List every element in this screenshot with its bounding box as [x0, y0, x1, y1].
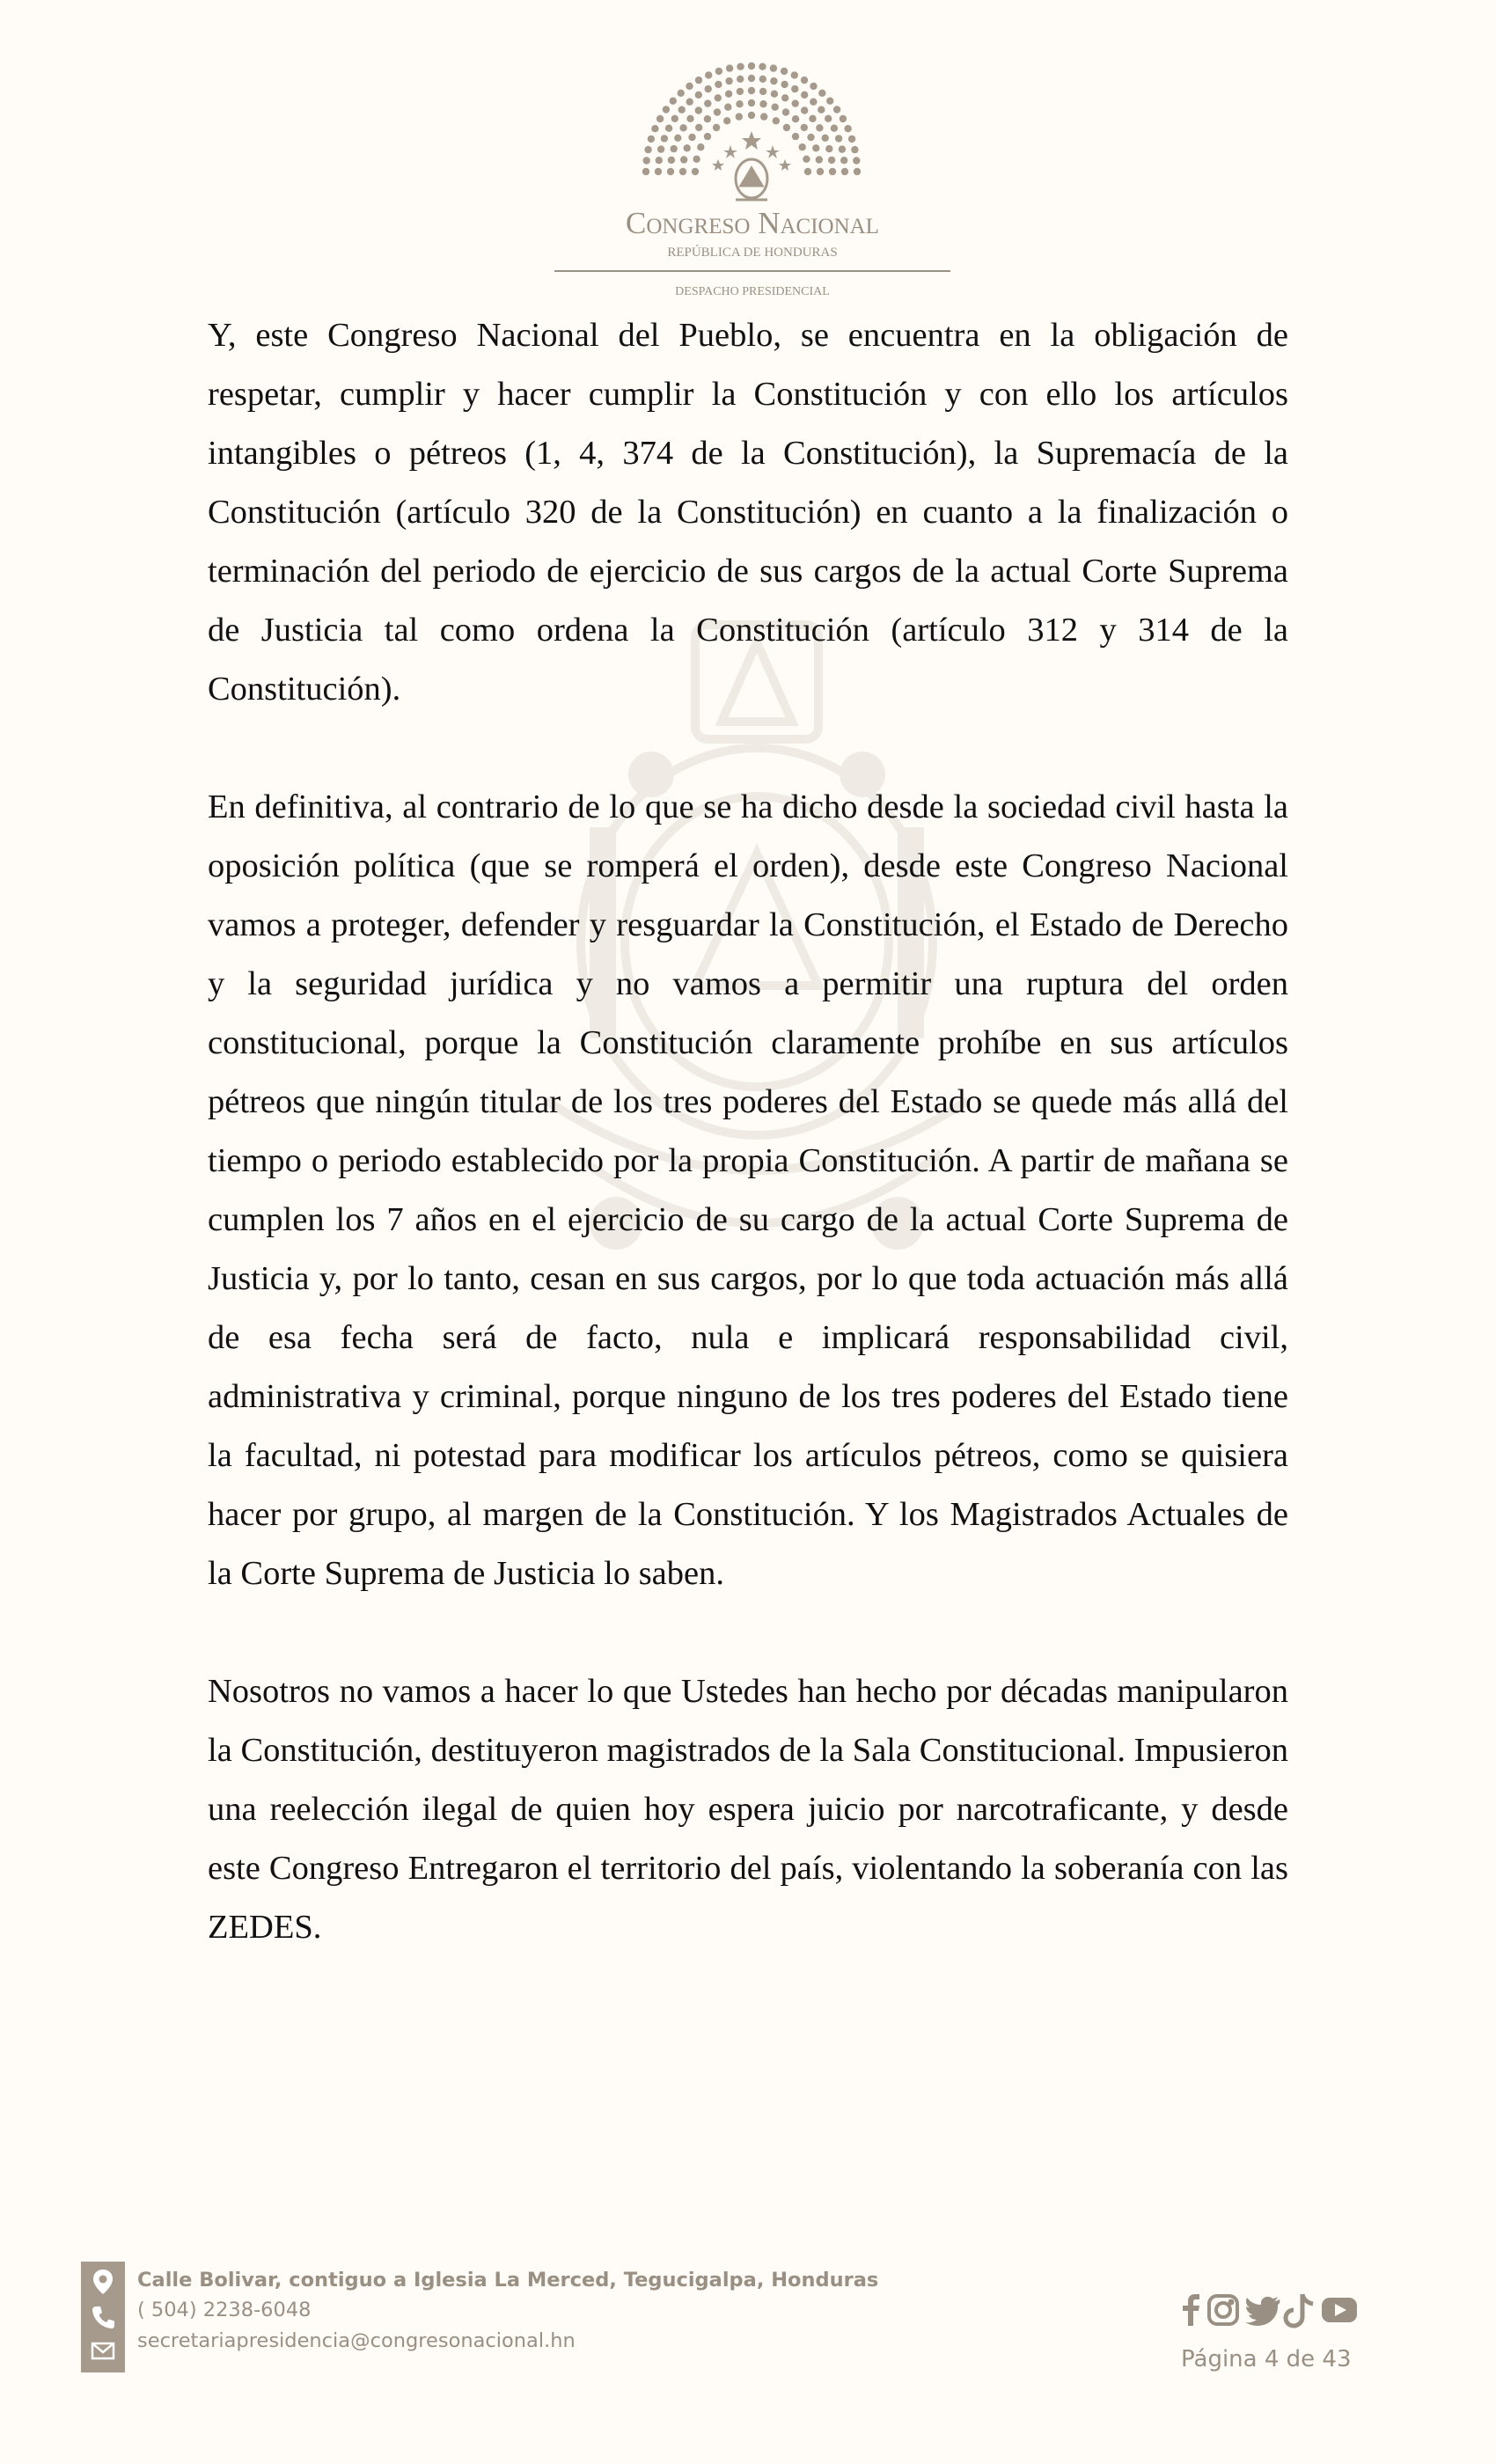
seat-dot [801, 77, 808, 84]
seat-dot [695, 124, 702, 131]
seat-dot [809, 115, 816, 122]
seat-dot [643, 157, 650, 164]
seat-dot [713, 124, 720, 131]
seat-dot [704, 99, 711, 106]
footer-phone[interactable]: ( 504) 2238-6048 [137, 2299, 312, 2321]
seat-dot [783, 124, 790, 131]
seat-dot [665, 125, 672, 132]
footer-address: Calle Bolivar, contiguo a Iglesia La Merced, Tegucigalpa, Honduras [137, 2269, 879, 2292]
phone-icon [88, 2302, 118, 2332]
seat-dot [818, 106, 825, 114]
seat-dot [661, 135, 668, 142]
seat-dot [771, 91, 778, 98]
seat-dot [839, 145, 846, 152]
seat-dot [680, 156, 687, 163]
seat-dot [715, 68, 722, 75]
seat-dot [828, 157, 835, 164]
seat-dot [853, 157, 860, 164]
seat-dot [804, 168, 811, 175]
paragraph-2: En definitiva, al contrario de lo que se ha dicho desde la sociedad civil hasta la oposición política (que se romperá el orden), desde este Congreso Nacional vamos a proteger, defender y resguardar la Constitución, el Estado de Derecho y la seguridad jurídica y no vamos a permitir una ruptura del orden constitucional, porque la Constitución claramente prohíbe en sus artículos pétreos que ningún titular de los tres poderes del Estado se quede más allá del tiempo o periodo establecido por la propia Constitución. A partir de mañana se cumplen los 7 años en el ejercicio de su cargo de la actual Corte Suprema de Justicia y, por lo tanto, cesan en sus cargos, por lo que toda actuación más allá de esa fecha será de facto, nula e implicará responsabilidad civil, administrativa y criminal, porque ninguno de los tres poderes del Estado tiene la facultad, ni potestad para modificar los artículos pétreos, como se quisiera hacer por grupo, al margen de la Constitución. Y los Magistrados Actuales de la Corte Suprema de Justicia lo saben. [208, 788, 1288, 1592]
seat-dot [840, 157, 847, 164]
seat-dot [715, 94, 722, 101]
seat-dot [781, 81, 788, 88]
seat-dot [667, 168, 674, 175]
seat-dot [822, 135, 829, 142]
seat-dot [656, 115, 664, 122]
seat-dot [668, 157, 675, 164]
seat-dot [737, 63, 744, 70]
seat-dot [782, 108, 789, 115]
seat-dot [803, 156, 810, 163]
seat-dot [686, 115, 693, 122]
seat-dot [770, 64, 777, 71]
seat-dot [692, 168, 699, 175]
seat-dot [854, 168, 861, 175]
seat-dot [770, 77, 777, 84]
seat-dot [724, 104, 731, 111]
seat-dot [714, 108, 721, 115]
seat-dot [737, 76, 744, 83]
seat-dot [759, 100, 766, 107]
seat-dot [736, 100, 743, 107]
seat-dot [679, 124, 686, 131]
coat-of-arms-icon [736, 159, 767, 200]
seat-dot [825, 115, 832, 122]
seat-dot [642, 168, 649, 175]
seat-dot [697, 143, 704, 150]
twitter-icon[interactable] [1245, 2297, 1280, 2326]
seat-dot [816, 124, 823, 131]
seat-dot [748, 87, 755, 94]
seat-dot [801, 124, 808, 131]
seat-dot [781, 68, 788, 75]
seat-dot [812, 144, 819, 151]
seat-dot [684, 144, 691, 151]
seat-dot [851, 146, 858, 153]
seat-dot [674, 135, 681, 142]
seat-dot [791, 85, 798, 92]
seat-dot [725, 91, 732, 98]
seat-dot [773, 117, 780, 124]
paragraph-1: Y, este Congreso Nacional del Pueblo, se encuentra en la obligación de respetar, cumplir y hacer cumplir la Constitución y con ello los artículos intangibles o pétreos (1, 4, 374 de la Constitución), la Supremacía de la Constitución (artículo 320 de la Constitución) en cuanto a la finalización o terminación del periodo de ejercicio de sus cargos de la actual Corte Suprema de Justicia tal como ordena la Constitución (artículo 312 y 314 de la Constitución). [208, 317, 1288, 708]
seat-dot [705, 85, 712, 92]
seat-dot [835, 135, 842, 142]
seat-dot [792, 115, 799, 122]
seat-dot [695, 77, 702, 84]
seat-dot [705, 71, 712, 78]
seat-dot [759, 88, 766, 95]
org-name: Congreso Nacional [626, 206, 879, 240]
seat-dot [841, 168, 848, 175]
page-number: Página 4 de 43 [1181, 2346, 1352, 2372]
seat-dot [810, 99, 817, 106]
social-icons [1176, 2291, 1378, 2329]
seat-dot [748, 112, 755, 119]
seat-dot [792, 99, 799, 106]
seat-dot [807, 134, 814, 141]
seat-dot [693, 156, 700, 163]
seat-dot [817, 168, 824, 175]
seat-dot [715, 81, 722, 88]
seat-dot [818, 90, 825, 97]
seat-dot [656, 157, 663, 164]
seat-dot [759, 76, 766, 83]
seat-dot [816, 156, 823, 163]
footer-email[interactable]: secretariapresidencia@congresonacional.hn [137, 2329, 576, 2352]
instagram-icon[interactable] [1209, 2296, 1237, 2324]
seat-dot [801, 106, 808, 114]
tiktok-icon[interactable] [1286, 2294, 1313, 2326]
congress-logo [554, 48, 950, 304]
seat-dot [670, 98, 677, 105]
seat-dot [848, 136, 855, 143]
seat-dot [671, 115, 678, 122]
seat-dot [726, 64, 733, 71]
seat-dot [826, 98, 833, 105]
seat-dot [801, 92, 808, 99]
seat-dot [704, 115, 711, 122]
location-icon [88, 2267, 118, 2297]
seat-dot [663, 106, 670, 113]
seat-dot [844, 125, 851, 132]
seat-dot [657, 145, 664, 152]
seat-dot [825, 145, 832, 152]
footer [0, 2262, 1496, 2394]
seat-dot [704, 133, 711, 140]
seat-dot [829, 168, 836, 175]
seat-dot [671, 145, 678, 152]
seat-dot [678, 90, 685, 97]
seat-dot [686, 83, 693, 90]
seat-dot [760, 113, 767, 120]
facebook-icon[interactable] [1183, 2294, 1199, 2326]
seat-dot [725, 77, 732, 84]
paragraph-3: Nosotros no vamos a hacer lo que Ustedes han hecho por décadas manipularon la Constitución, destituyeron magistrados de la Sala Constitucional. Impusieron una reelección ilegal de quien hoy espera juicio por narcotraficante, y desde este Congreso Entregaron el territorio del país, violentando la soberanía con las ZEDES. [208, 1673, 1288, 1946]
seat-dot [792, 133, 799, 140]
seat-dot [748, 75, 755, 82]
seat-dot [644, 146, 651, 153]
seat-dot [688, 134, 695, 141]
seat-dot [759, 63, 766, 70]
seat-dot [833, 106, 840, 113]
seat-dot [686, 99, 693, 106]
seat-dot [695, 106, 702, 114]
seat-dot [772, 104, 779, 111]
youtube-icon[interactable] [1322, 2298, 1357, 2322]
seat-dot [736, 113, 743, 120]
seat-dot [648, 136, 655, 143]
seat-dot [678, 106, 686, 114]
header-logo [554, 48, 950, 304]
star-icon [712, 131, 791, 171]
seat-dot [840, 115, 847, 122]
office-name: DESPACHO PRESIDENCIAL [675, 285, 830, 298]
seat-dot [737, 88, 744, 95]
seat-dot [651, 125, 658, 132]
seat-dot [810, 83, 817, 90]
seat-dot [748, 99, 755, 106]
seat-dot [748, 62, 755, 70]
country-name: REPÚBLICA DE HONDURAS [667, 246, 838, 260]
seat-dot [723, 117, 730, 124]
seat-dot [655, 168, 662, 175]
document-body [208, 306, 1288, 2016]
seat-dot [781, 94, 788, 101]
seat-dot [799, 143, 806, 150]
seat-dot [791, 71, 798, 78]
email-icon [88, 2336, 118, 2365]
seat-dot [831, 125, 838, 132]
seat-dot [695, 92, 702, 99]
seat-dot [679, 168, 686, 175]
